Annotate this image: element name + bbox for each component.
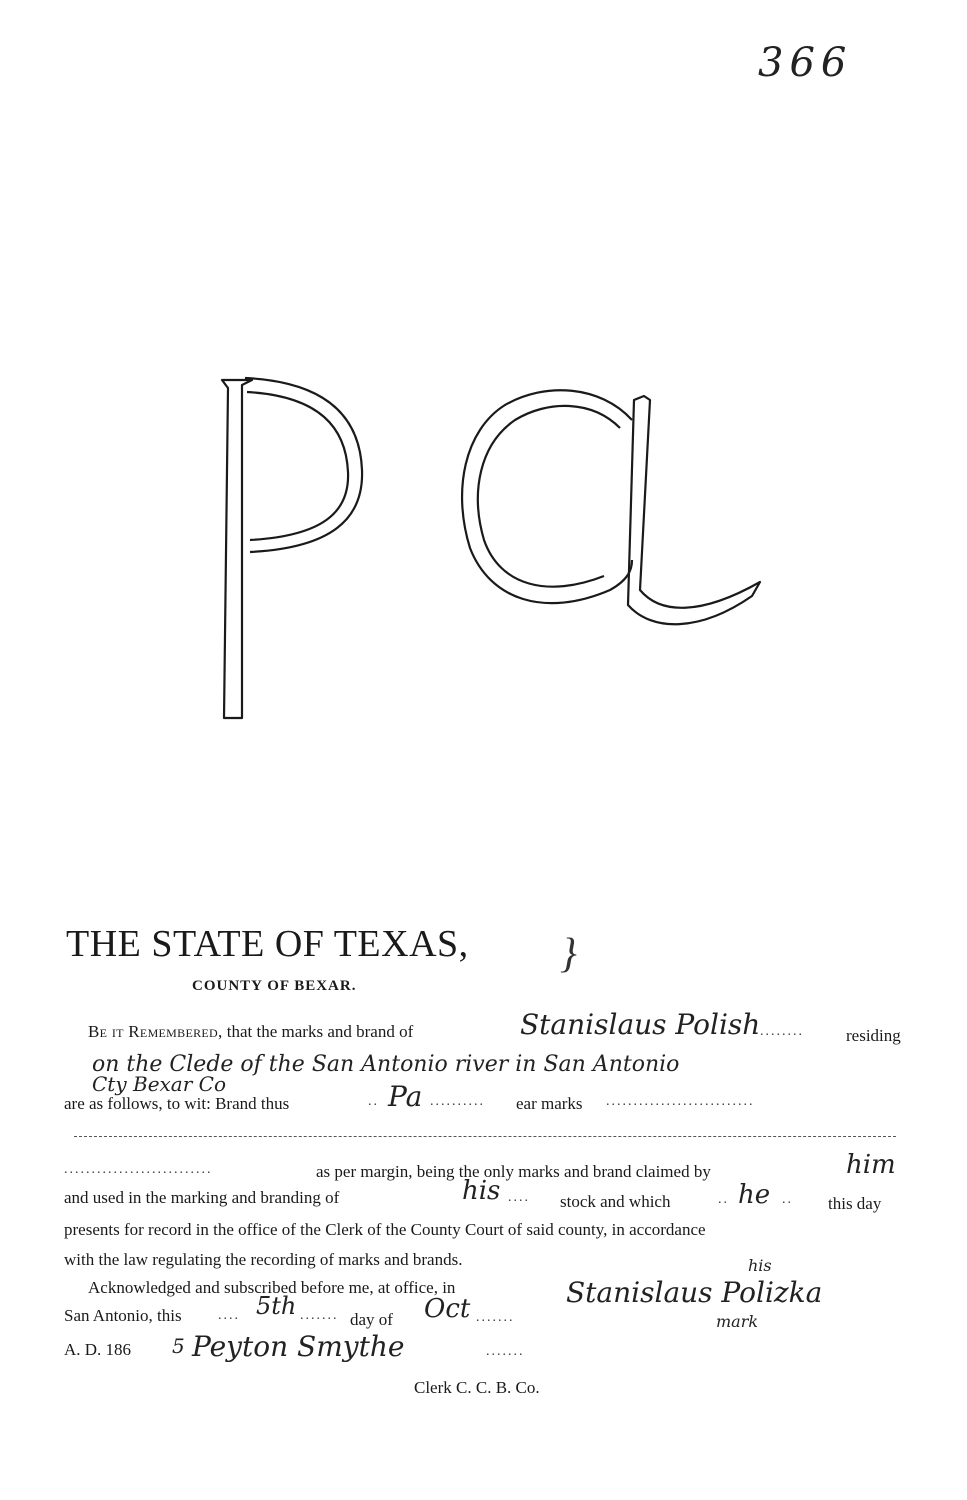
- he-dots-before: ..: [718, 1192, 729, 1207]
- residence-line-1: on the Clede of the San Antonio river in San Antonio: [92, 1052, 680, 1077]
- state-heading: THE STATE OF TEXAS,: [66, 923, 469, 965]
- day-value: 5th: [256, 1292, 297, 1320]
- signature-name: Stanislaus Polizka: [566, 1276, 823, 1309]
- year-digit: 5: [172, 1334, 185, 1358]
- blank-line: [74, 1136, 896, 1137]
- used-in-text: and used in the marking and branding of: [64, 1188, 340, 1207]
- day-dots-before: ....: [218, 1308, 240, 1323]
- this-day: this day: [828, 1194, 882, 1213]
- day-of-label: day of: [350, 1310, 393, 1329]
- stock-and-which: stock and which: [560, 1192, 671, 1211]
- residence-line-2: Cty Bexar Co: [92, 1072, 226, 1096]
- he-dots-after: ..: [782, 1192, 793, 1207]
- clerk-signature: Peyton Smythe: [192, 1330, 405, 1363]
- ear-marks-dots: ...........................: [606, 1094, 755, 1109]
- law-line: with the law regulating the recording of marks and brands.: [64, 1250, 463, 1269]
- as-per-margin: as per margin, being the only marks and brand claimed by: [316, 1162, 711, 1181]
- owner-name: Stanislaus Polish: [520, 1008, 761, 1041]
- brand-letter-a-bowl: [462, 390, 632, 603]
- owner-name-dots: ........: [760, 1024, 804, 1039]
- brand-letter-p-stem: [222, 380, 252, 718]
- san-antonio-label: San Antonio, this: [64, 1306, 182, 1325]
- his-value: his: [462, 1176, 501, 1206]
- claimed-by-value: him: [846, 1150, 896, 1180]
- county-heading: COUNTY OF BEXAR.: [192, 978, 357, 994]
- signature-his: his: [748, 1256, 772, 1275]
- are-as-follows: are as follows, to wit: Brand thus: [64, 1094, 290, 1113]
- acknowledged-line: Acknowledged and subscribed before me, at office, in: [88, 1278, 456, 1297]
- margin-dots: ...........................: [64, 1162, 213, 1177]
- body-line-1: [88, 1022, 413, 1042]
- month-dots: .......: [476, 1310, 515, 1325]
- clerk-dots: .......: [486, 1344, 525, 1359]
- brand-thus-value: Pa: [388, 1080, 423, 1113]
- ear-marks-label: ear marks: [516, 1094, 583, 1113]
- he-value: he: [738, 1180, 771, 1210]
- ad-prefix: A. D. 186: [64, 1340, 132, 1359]
- intro-text: that the marks and brand of: [226, 1022, 414, 1041]
- brand-thus-dots-after: ..........: [430, 1094, 485, 1109]
- clerk-title: Clerk C. C. B. Co.: [414, 1378, 540, 1397]
- be-it-remembered: Be it Remembered,: [88, 1022, 223, 1041]
- brand-letter-a-stem: [628, 396, 760, 624]
- his-dots: ....: [508, 1190, 530, 1205]
- month-value: Oct: [424, 1294, 471, 1324]
- presents-line: presents for record in the office of the Clerk of the County Court of said county, in accordance: [64, 1220, 706, 1239]
- heading-brace: }: [560, 931, 577, 977]
- brand-thus-dots-before: ..: [368, 1094, 379, 1109]
- page-number: 366: [758, 40, 853, 86]
- signature-mark: mark: [716, 1312, 759, 1331]
- day-dots-after: .......: [300, 1308, 339, 1323]
- residing-label: residing: [846, 1026, 901, 1045]
